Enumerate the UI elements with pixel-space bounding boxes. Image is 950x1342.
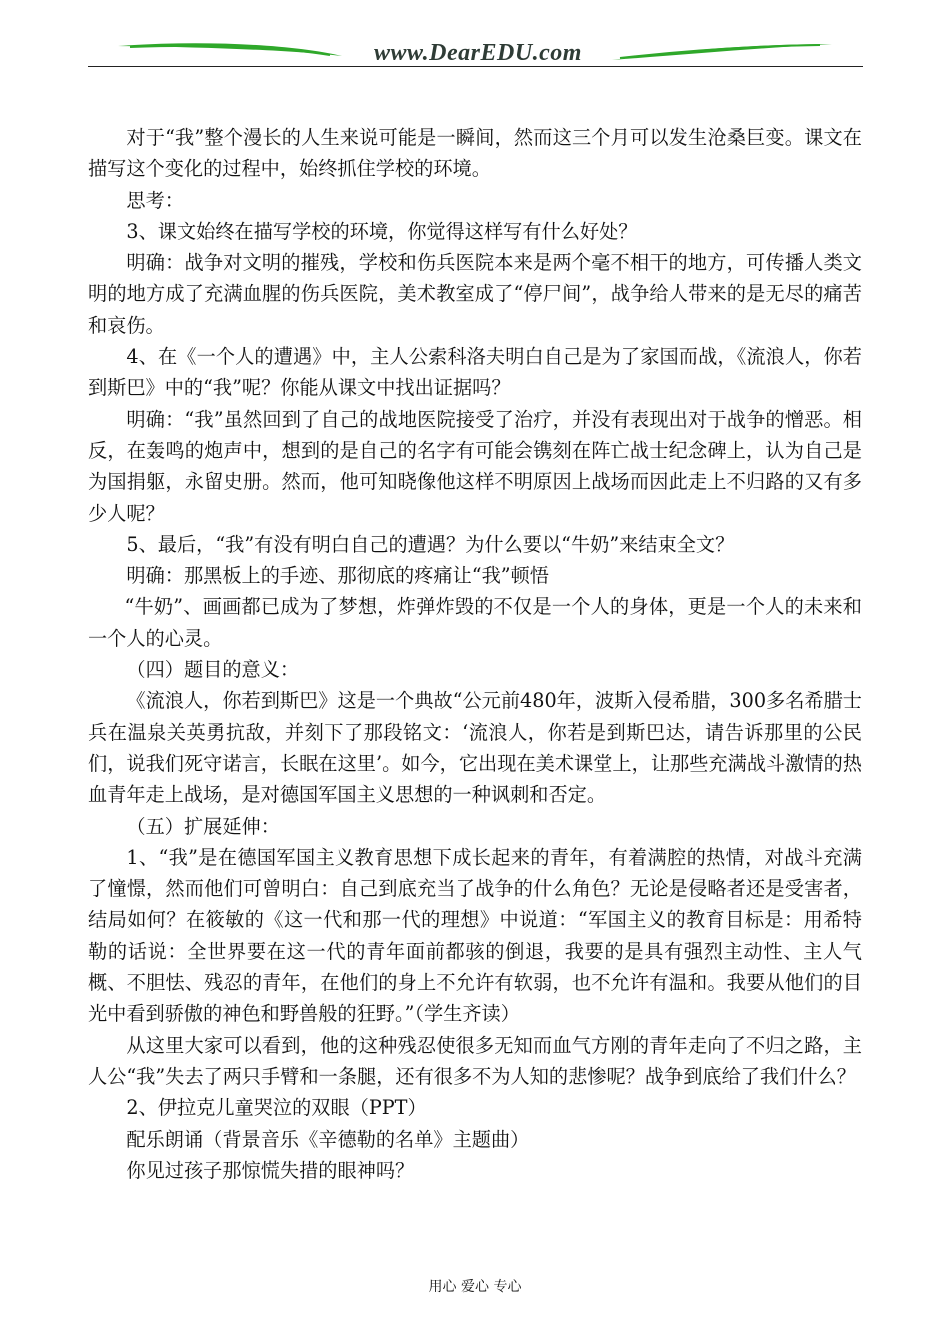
- paragraph: “牛奶”、画画都已成为了梦想，炸弹炸毁的不仅是一个人的身体，更是一个人的未来和一个人的心灵。: [88, 595, 862, 650]
- paragraph: 1、“我”是在德国军国主义教育思想下成长起来的青年，有着满腔的热情，对战斗充满了憧憬，然而他们可曾明白：自己到底充当了战争的什么角色？无论是侵略者还是受害者，结局如何？在筱敏的《这一代和那一代的理想》中说道：“军国主义的教育目标是：用希特勒的话说：全世界要在这一代的青年面前都骇的倒退，我要的是具有强烈主动性、主人气概、不胆怯、残忍的青年，在他们的身上不允许有软弱，也不允许有温和。我要从他们的目光中看到骄傲的神色和野兽般的狂野。”（学生齐读）: [88, 845, 862, 1026]
- paragraph: 《流浪人，你若到斯巴》这是一个典故“公元前480年，波斯入侵希腊，300多名希腊士兵在温泉关英勇抗敌，并刻下了那段铭文：‘流浪人，你若是到斯巴达，请告诉那里的公民们，说我们死守诺言，长眠在这里’。如今，它出现在美术课堂上，让那些充满战斗激情的热血青年走上战场，是对德国军国主义思想的一种讽刺和否定。: [88, 689, 862, 807]
- page-header: [0, 0, 950, 80]
- section-heading: （四）题目的意义：: [126, 658, 300, 682]
- paragraph: 5、最后，“我”有没有明白自己的遭遇？为什么要以“牛奶”来结束全文？: [126, 532, 735, 556]
- paragraph: 从这里大家可以看到，他的这种残忍使很多无知而血气方刚的青年走向了不归之路，主人公“我”失去了两只手臂和一条腿，还有很多不为人知的悲惨呢？战争到底给了我们什么？: [88, 1033, 862, 1088]
- page-footer: 用心 爱心 专心: [428, 1279, 522, 1295]
- paragraph: 明确：战争对文明的摧残，学校和伤兵医院本来是两个毫不相干的地方，可传播人类文明的地方成了充满血腥的伤兵医院，美术教室成了“停尸间”，战争给人带来的是无尽的痛苦和哀伤。: [88, 251, 862, 337]
- paragraph: 你见过孩子那惊慌失措的眼神吗？: [126, 1158, 415, 1182]
- paragraph: 配乐朗诵（背景音乐《辛德勒的名单》主题曲）: [126, 1127, 530, 1151]
- paragraph: 4、在《一个人的遭遇》中，主人公索科洛夫明白自己是为了家国而战，《流浪人，你若到斯巴》中的“我”呢？你能从课文中找出证据吗？: [88, 345, 862, 400]
- paragraph: 对于“我”整个漫长的人生来说可能是一瞬间，然而这三个月可以发生沧桑巨变。课文在描写这个变化的过程中，始终抓住学校的环境。: [88, 126, 862, 181]
- site-url: www.DearEDU.com: [374, 40, 582, 66]
- section-heading: （五）扩展延伸：: [126, 814, 280, 838]
- document-body: [88, 122, 862, 1186]
- paragraph: 思考：: [126, 188, 184, 212]
- paragraph: 2、伊拉克儿童哭泣的双眼（PPT）: [126, 1096, 427, 1120]
- header-rule: [88, 66, 863, 67]
- paragraph: 明确：那黑板上的手迹、那彻底的疼痛让“我”顿悟: [126, 564, 549, 588]
- left-swoosh-tail: [130, 46, 330, 55]
- paragraph: 明确：“我”虽然回到了自己的战地医院接受了治疗，并没有表现出对于战争的憎恶。相反，在轰鸣的炮声中，想到的是自己的名字有可能会镌刻在阵亡战士纪念碑上，认为自己是为国捐躯，永留史册。然而，他可知晓像他这样不明原因上战场而因此走上不归路的又有多少人呢？: [88, 407, 862, 525]
- left-swoosh: [118, 43, 342, 56]
- paragraph: 3、课文始终在描写学校的环境，你觉得这样写有什么好处？: [126, 219, 638, 243]
